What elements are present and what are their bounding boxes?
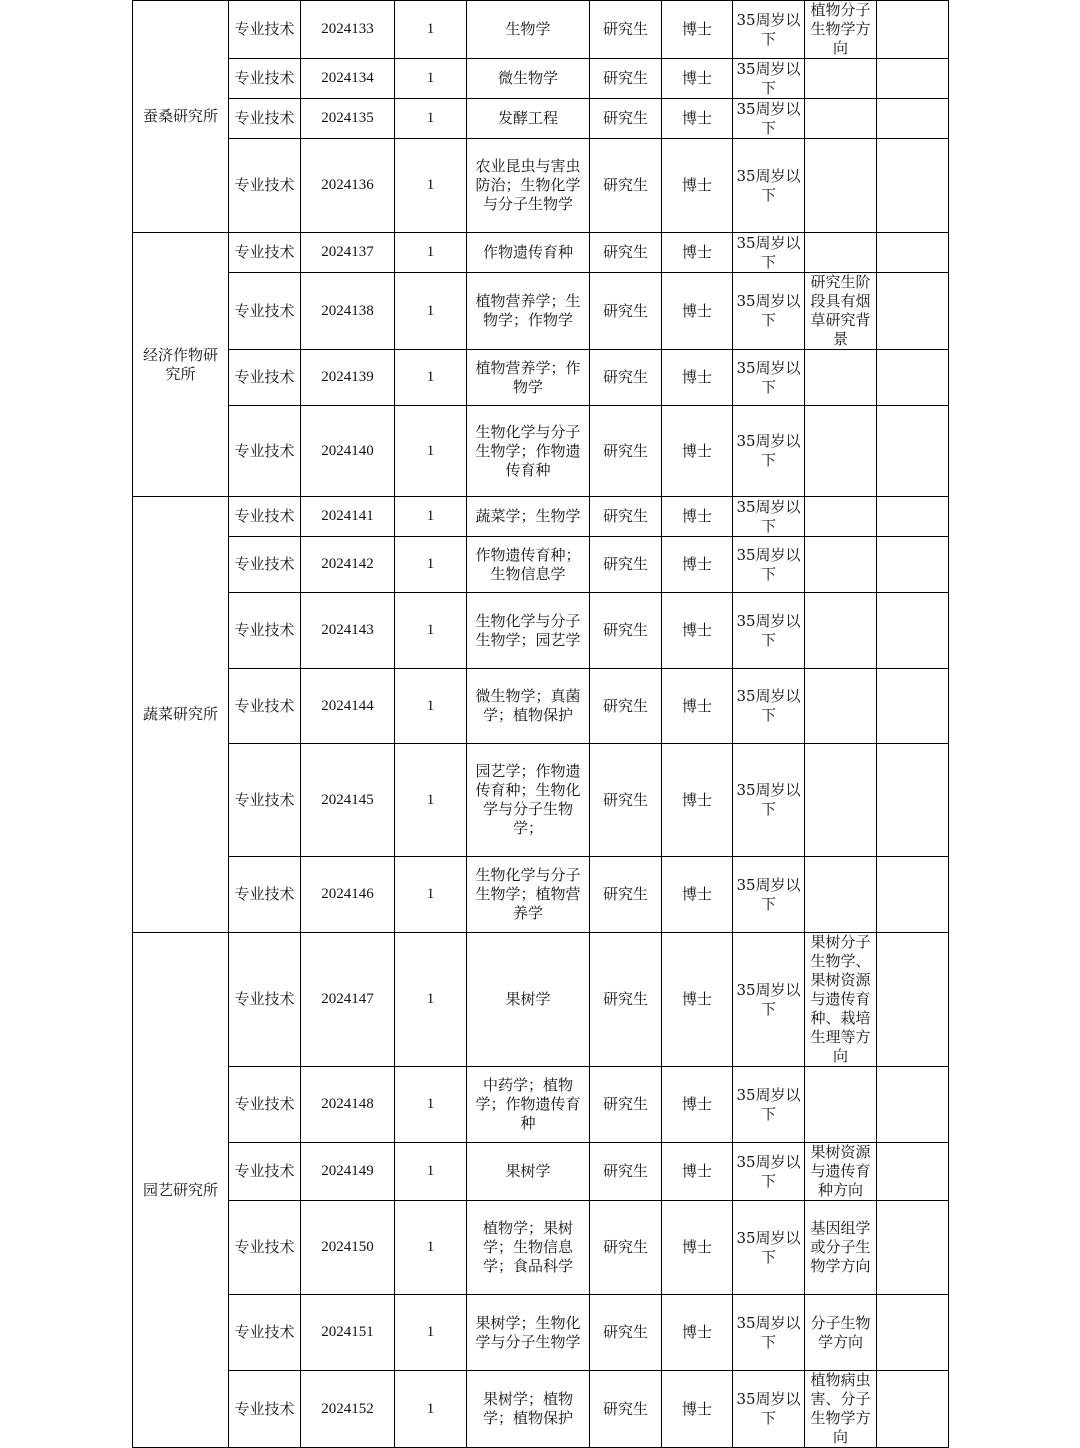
position-code-cell: 2024148 (301, 1067, 395, 1143)
education-cell: 研究生 (590, 669, 662, 744)
position-type-cell: 专业技术 (229, 1, 301, 59)
table-row (133, 350, 949, 406)
unit-name-cell: 园艺研究所 (133, 933, 229, 1448)
table-row (133, 933, 949, 1067)
position-type-cell: 专业技术 (229, 1295, 301, 1371)
education-cell: 研究生 (590, 233, 662, 273)
degree-cell: 博士 (662, 1295, 733, 1371)
major-cell: 微生物学；真菌学；植物保护 (467, 669, 590, 744)
age-requirement-cell: 35周岁以下 (733, 744, 805, 857)
age-requirement-cell: 35周岁以下 (733, 1371, 805, 1448)
position-code-cell: 2024134 (301, 59, 395, 99)
position-type-cell: 专业技术 (229, 99, 301, 139)
position-code-cell: 2024133 (301, 1, 395, 59)
age-requirement-cell: 35周岁以下 (733, 1067, 805, 1143)
degree-cell: 博士 (662, 537, 733, 593)
education-cell: 研究生 (590, 1295, 662, 1371)
position-type-cell: 专业技术 (229, 857, 301, 933)
blank-cell (877, 1067, 949, 1143)
table-row (133, 59, 949, 99)
education-cell: 研究生 (590, 1067, 662, 1143)
major-cell: 生物化学与分子生物学；作物遗传育种 (467, 406, 590, 497)
position-code-cell: 2024146 (301, 857, 395, 933)
headcount-cell: 1 (395, 59, 467, 99)
position-type-cell: 专业技术 (229, 1143, 301, 1201)
blank-cell (877, 1295, 949, 1371)
position-code-cell: 2024141 (301, 497, 395, 537)
table-row (133, 1143, 949, 1201)
degree-cell: 博士 (662, 1143, 733, 1201)
other-requirement-cell (805, 1067, 877, 1143)
major-cell: 植物营养学；作物学 (467, 350, 590, 406)
headcount-cell: 1 (395, 593, 467, 669)
education-cell: 研究生 (590, 139, 662, 233)
blank-cell (877, 1371, 949, 1448)
table-row (133, 669, 949, 744)
education-cell: 研究生 (590, 744, 662, 857)
age-requirement-cell: 35周岁以下 (733, 669, 805, 744)
education-cell: 研究生 (590, 593, 662, 669)
education-cell: 研究生 (590, 273, 662, 350)
education-cell: 研究生 (590, 933, 662, 1067)
blank-cell (877, 1, 949, 59)
position-type-cell: 专业技术 (229, 593, 301, 669)
age-requirement-cell: 35周岁以下 (733, 537, 805, 593)
blank-cell (877, 139, 949, 233)
position-type-cell: 专业技术 (229, 1371, 301, 1448)
position-type-cell: 专业技术 (229, 537, 301, 593)
position-code-cell: 2024152 (301, 1371, 395, 1448)
table-row (133, 273, 949, 350)
degree-cell: 博士 (662, 933, 733, 1067)
education-cell: 研究生 (590, 1201, 662, 1295)
headcount-cell: 1 (395, 350, 467, 406)
recruitment-table (132, 0, 949, 1448)
table-row (133, 593, 949, 669)
major-cell: 果树学；植物学；植物保护 (467, 1371, 590, 1448)
age-requirement-cell: 35周岁以下 (733, 497, 805, 537)
major-cell: 植物营养学；生物学；作物学 (467, 273, 590, 350)
other-requirement-cell (805, 59, 877, 99)
age-requirement-cell: 35周岁以下 (733, 1, 805, 59)
position-type-cell: 专业技术 (229, 139, 301, 233)
position-type-cell: 专业技术 (229, 744, 301, 857)
table-row (133, 1371, 949, 1448)
headcount-cell: 1 (395, 497, 467, 537)
education-cell: 研究生 (590, 59, 662, 99)
table-row (133, 406, 949, 497)
other-requirement-cell (805, 99, 877, 139)
major-cell: 果树学 (467, 933, 590, 1067)
age-requirement-cell: 35周岁以下 (733, 233, 805, 273)
education-cell: 研究生 (590, 497, 662, 537)
headcount-cell: 1 (395, 1, 467, 59)
unit-name-cell: 蔬菜研究所 (133, 497, 229, 933)
blank-cell (877, 857, 949, 933)
headcount-cell: 1 (395, 669, 467, 744)
degree-cell: 博士 (662, 139, 733, 233)
education-cell: 研究生 (590, 857, 662, 933)
blank-cell (877, 350, 949, 406)
table-row (133, 537, 949, 593)
blank-cell (877, 744, 949, 857)
headcount-cell: 1 (395, 406, 467, 497)
position-type-cell: 专业技术 (229, 1067, 301, 1143)
age-requirement-cell: 35周岁以下 (733, 139, 805, 233)
headcount-cell: 1 (395, 273, 467, 350)
degree-cell: 博士 (662, 1, 733, 59)
age-requirement-cell: 35周岁以下 (733, 1143, 805, 1201)
headcount-cell: 1 (395, 744, 467, 857)
age-requirement-cell: 35周岁以下 (733, 59, 805, 99)
degree-cell: 博士 (662, 1201, 733, 1295)
headcount-cell: 1 (395, 857, 467, 933)
table-row (133, 497, 949, 537)
major-cell: 作物遗传育种；生物信息学 (467, 537, 590, 593)
other-requirement-cell (805, 350, 877, 406)
position-type-cell: 专业技术 (229, 406, 301, 497)
blank-cell (877, 933, 949, 1067)
major-cell: 植物学；果树学；生物信息学；食品科学 (467, 1201, 590, 1295)
position-code-cell: 2024151 (301, 1295, 395, 1371)
blank-cell (877, 406, 949, 497)
other-requirement-cell: 基因组学或分子生物学方向 (805, 1201, 877, 1295)
other-requirement-cell (805, 857, 877, 933)
degree-cell: 博士 (662, 350, 733, 406)
position-code-cell: 2024140 (301, 406, 395, 497)
headcount-cell: 1 (395, 99, 467, 139)
age-requirement-cell: 35周岁以下 (733, 857, 805, 933)
table-row (133, 1295, 949, 1371)
headcount-cell: 1 (395, 537, 467, 593)
position-code-cell: 2024143 (301, 593, 395, 669)
headcount-cell: 1 (395, 233, 467, 273)
major-cell: 发酵工程 (467, 99, 590, 139)
degree-cell: 博士 (662, 406, 733, 497)
other-requirement-cell (805, 233, 877, 273)
degree-cell: 博士 (662, 233, 733, 273)
education-cell: 研究生 (590, 1143, 662, 1201)
unit-name-cell: 蚕桑研究所 (133, 1, 229, 233)
education-cell: 研究生 (590, 537, 662, 593)
position-type-cell: 专业技术 (229, 273, 301, 350)
education-cell: 研究生 (590, 1371, 662, 1448)
other-requirement-cell (805, 593, 877, 669)
table-row (133, 1201, 949, 1295)
major-cell: 园艺学；作物遗传育种；生物化学与分子生物学； (467, 744, 590, 857)
position-code-cell: 2024142 (301, 537, 395, 593)
degree-cell: 博士 (662, 273, 733, 350)
major-cell: 农业昆虫与害虫防治；生物化学与分子生物学 (467, 139, 590, 233)
other-requirement-cell (805, 744, 877, 857)
headcount-cell: 1 (395, 1143, 467, 1201)
degree-cell: 博士 (662, 99, 733, 139)
position-code-cell: 2024150 (301, 1201, 395, 1295)
degree-cell: 博士 (662, 59, 733, 99)
headcount-cell: 1 (395, 1295, 467, 1371)
position-type-cell: 专业技术 (229, 933, 301, 1067)
table-row (133, 744, 949, 857)
major-cell: 生物化学与分子生物学；植物营养学 (467, 857, 590, 933)
position-type-cell: 专业技术 (229, 350, 301, 406)
degree-cell: 博士 (662, 497, 733, 537)
position-code-cell: 2024144 (301, 669, 395, 744)
headcount-cell: 1 (395, 933, 467, 1067)
headcount-cell: 1 (395, 139, 467, 233)
blank-cell (877, 497, 949, 537)
major-cell: 生物化学与分子生物学；园艺学 (467, 593, 590, 669)
education-cell: 研究生 (590, 406, 662, 497)
position-type-cell: 专业技术 (229, 669, 301, 744)
position-code-cell: 2024136 (301, 139, 395, 233)
degree-cell: 博士 (662, 669, 733, 744)
major-cell: 蔬菜学；生物学 (467, 497, 590, 537)
position-code-cell: 2024139 (301, 350, 395, 406)
age-requirement-cell: 35周岁以下 (733, 99, 805, 139)
table-body (133, 1, 949, 1448)
age-requirement-cell: 35周岁以下 (733, 593, 805, 669)
headcount-cell: 1 (395, 1371, 467, 1448)
age-requirement-cell: 35周岁以下 (733, 1295, 805, 1371)
position-type-cell: 专业技术 (229, 1201, 301, 1295)
headcount-cell: 1 (395, 1201, 467, 1295)
other-requirement-cell: 分子生物学方向 (805, 1295, 877, 1371)
blank-cell (877, 593, 949, 669)
table-row (133, 857, 949, 933)
other-requirement-cell: 植物病虫害、分子生物学方向 (805, 1371, 877, 1448)
other-requirement-cell (805, 537, 877, 593)
table-row (133, 1, 949, 59)
table-row (133, 1067, 949, 1143)
position-code-cell: 2024149 (301, 1143, 395, 1201)
age-requirement-cell: 35周岁以下 (733, 350, 805, 406)
position-code-cell: 2024138 (301, 273, 395, 350)
major-cell: 果树学 (467, 1143, 590, 1201)
major-cell: 中药学；植物学；作物遗传育种 (467, 1067, 590, 1143)
degree-cell: 博士 (662, 1067, 733, 1143)
degree-cell: 博士 (662, 593, 733, 669)
degree-cell: 博士 (662, 744, 733, 857)
position-type-cell: 专业技术 (229, 233, 301, 273)
blank-cell (877, 59, 949, 99)
age-requirement-cell: 35周岁以下 (733, 1201, 805, 1295)
blank-cell (877, 669, 949, 744)
major-cell: 作物遗传育种 (467, 233, 590, 273)
other-requirement-cell (805, 669, 877, 744)
degree-cell: 博士 (662, 1371, 733, 1448)
major-cell: 微生物学 (467, 59, 590, 99)
other-requirement-cell (805, 139, 877, 233)
major-cell: 生物学 (467, 1, 590, 59)
table-row (133, 99, 949, 139)
position-code-cell: 2024147 (301, 933, 395, 1067)
education-cell: 研究生 (590, 99, 662, 139)
blank-cell (877, 1201, 949, 1295)
position-type-cell: 专业技术 (229, 59, 301, 99)
education-cell: 研究生 (590, 350, 662, 406)
headcount-cell: 1 (395, 1067, 467, 1143)
other-requirement-cell: 果树资源与遗传育种方向 (805, 1143, 877, 1201)
other-requirement-cell: 植物分子生物学方向 (805, 1, 877, 59)
blank-cell (877, 233, 949, 273)
age-requirement-cell: 35周岁以下 (733, 933, 805, 1067)
blank-cell (877, 99, 949, 139)
education-cell: 研究生 (590, 1, 662, 59)
position-type-cell: 专业技术 (229, 497, 301, 537)
position-code-cell: 2024135 (301, 99, 395, 139)
other-requirement-cell: 果树分子生物学、果树资源与遗传育种、栽培生理等方向 (805, 933, 877, 1067)
unit-name-cell: 经济作物研究所 (133, 233, 229, 497)
position-code-cell: 2024145 (301, 744, 395, 857)
position-code-cell: 2024137 (301, 233, 395, 273)
other-requirement-cell: 研究生阶段具有烟草研究背景 (805, 273, 877, 350)
table-row (133, 139, 949, 233)
other-requirement-cell (805, 406, 877, 497)
major-cell: 果树学；生物化学与分子生物学 (467, 1295, 590, 1371)
blank-cell (877, 273, 949, 350)
age-requirement-cell: 35周岁以下 (733, 273, 805, 350)
blank-cell (877, 1143, 949, 1201)
blank-cell (877, 537, 949, 593)
other-requirement-cell (805, 497, 877, 537)
degree-cell: 博士 (662, 857, 733, 933)
table-row (133, 233, 949, 273)
age-requirement-cell: 35周岁以下 (733, 406, 805, 497)
